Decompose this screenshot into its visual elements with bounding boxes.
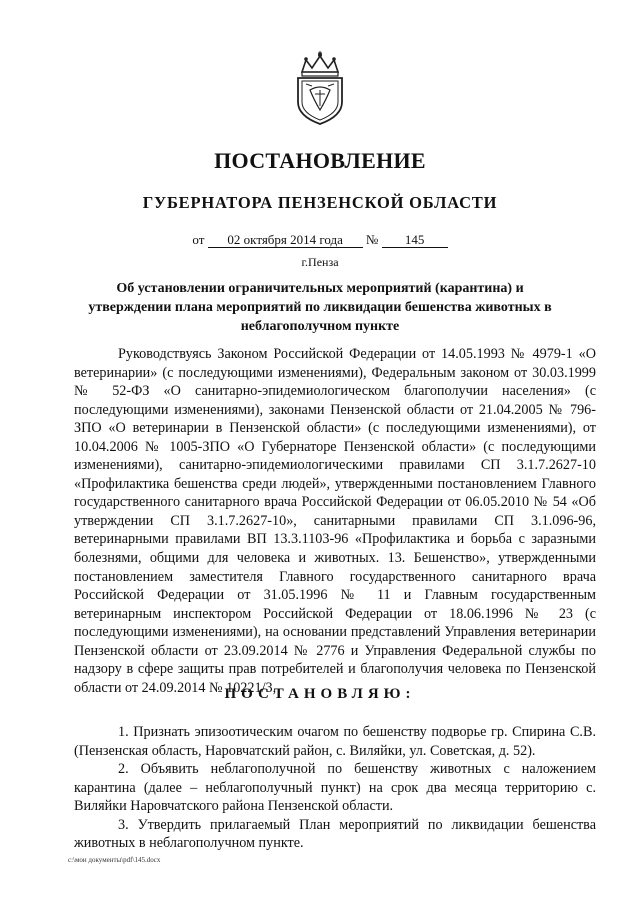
footer-file-path: c:\мои документы\pdf\145.docx <box>68 856 161 864</box>
document-subtitle: ГУБЕРНАТОРА ПЕНЗЕНСКОЙ ОБЛАСТИ <box>142 193 498 212</box>
decree-item-3: 3. Утвердить прилагаемый План мероприятий по ликвидации бешенства животных в неблагополучном пункте. <box>74 816 596 852</box>
decree-item-2: 2. Объявить неблагополучной по бешенству животных с наложением карантина (далее – неблагополучный пункт) на срок два месяца территорию с. Виляйки Наровчатского района Пензенской области. <box>74 761 596 815</box>
document-city: г.Пенза <box>301 255 339 269</box>
preamble-paragraph: Руководствуясь Законом Российской Федерации от 14.05.1993 № 4979-1 «О ветеринарии» (с последующими изменениями), Федеральным законом от 30.03.1999 № 52-ФЗ «О санитарно-эпидемиологическом благополучии населения» (с последующими изменениями), законами Пензенской области от 21.04.2005 № 796-ЗПО «О ветеринарии в Пензенской области» (с последующими изменениями), от 10.04.2006 № 1005-ЗПО «О Губернаторе Пензенской области» (с последующими изменениями), санитарно-эпидемиологическими правилами СП 3.1.7.2627-10 «Профилактика бешенства среди людей», утвержденными постановлением Главного государственного санитарного врача Российской Федерации от 06.05.2010 № 54 «Об утверждении СП 3.1.7.2627-10», санитарными правилами СП 3.1.096-96, ветеринарными правилами ВП 13.3.1103-96 «Профилактика и борьба с заразными болезнями, общими для человека и животных. 13. Бешенство», утвержденными постановлением заместителя Главного государственного санитарного врача Российской Федерации от 31.05.1996 № 11 и Главным государственным ветеринарным инспектором Российской Федерации от 18.06.1996 № 23 (с последующими изменениями), на основании представлений Управления ветеринарии Пензенской области от 23.09.2014 № 2776 и Управления Федеральной службы по надзору в сфере защиты прав потребителей и благополучия человека по Пензенской области от 24.09.2014 № 10221/3, <box>74 346 596 696</box>
document-title: ПОСТАНОВЛЕНИЕ <box>214 148 426 173</box>
decree-word: ПОСТАНОВЛЯЮ: <box>224 686 416 702</box>
document-heading: Об установлении ограничительных мероприятий (карантина) и утверждении плана мероприятий по ликвидации бешенства животных в неблагополучном пункте <box>88 281 552 334</box>
document-date: 02 октября 2014 года <box>208 233 363 248</box>
number-prefix: № <box>365 232 379 247</box>
decree-items <box>74 723 596 853</box>
coat-of-arms-icon <box>288 50 352 126</box>
document-number: 145 <box>382 233 448 248</box>
preamble-text <box>74 345 596 697</box>
date-number-line <box>0 232 640 248</box>
decree-item-1: 1. Признать эпизоотическим очагом по бешенству подворье гр. Спирина С.В. (Пензенская область, Наровчатский район, с. Виляйки, ул. Советская, д. 52). <box>74 724 596 759</box>
date-prefix: от <box>192 232 205 247</box>
